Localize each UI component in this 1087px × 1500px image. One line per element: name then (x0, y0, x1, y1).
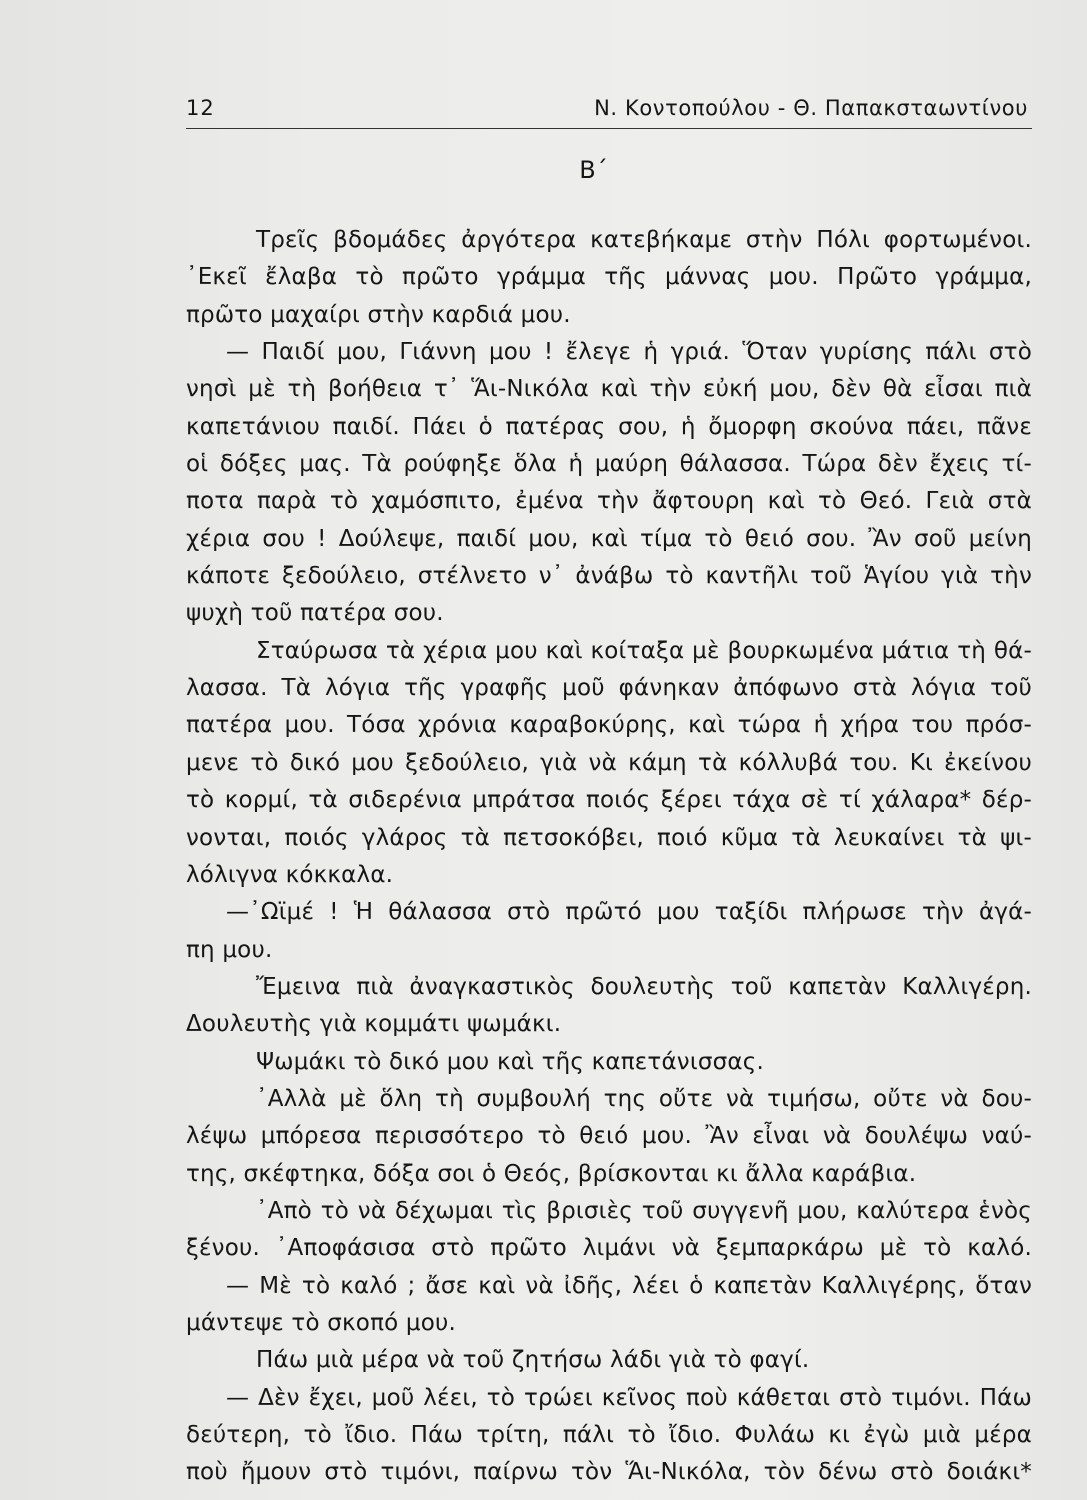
text-line: πατέρα μου. Τόσα χρόνια καραβοκύρης, καὶ τώρα ἡ χήρα του πρόσ- (186, 712, 1032, 739)
text-line: — Παιδί μου, Γιάννη μου ! ἔλεγε ἡ γριά. Ὅταν γυρίσης πάλι στὸ (226, 339, 1032, 366)
text-line: Δουλευτὴς γιὰ κομμάτι ψωμάκι. (186, 1011, 562, 1038)
text-line: νονται, ποιός γλάρος τὰ πετσοκόβει, ποιό κῦμα τὰ λευκαίνει τὰ ψι- (186, 824, 1032, 851)
text-line: Τρεῖς βδομάδες ἀργότερα κατεβήκαμε στὴν Πόλι φορτωμένοι. (256, 227, 1032, 253)
text-line: τὸ κορμί, τὰ σιδερένια μπράτσα ποιός ξέρει τάχα σὲ τί χάλαρα* δέρ- (186, 787, 1032, 814)
text-line: ᾿Εκεῖ ἔλαβα τὸ πρῶτο γράμμα τῆς μάννας μου. Πρῶτο γράμμα, (186, 264, 1032, 291)
text-line: πρῶτο μαχαίρι στὴν καρδιά μου. (186, 301, 571, 328)
text-line: κάποτε ξεδούλειο, στέλνετο ν᾿ ἀνάβω τὸ καντῆλι τοῦ Ἁγίου γιὰ τὴν (186, 563, 1032, 590)
text-line: λέψω μπόρεσα περισσότερο τὸ θειό μου. Ἂν εἶναι νὰ δουλέψω ναύ- (186, 1123, 1032, 1150)
text-line: Πάω μιὰ μέρα νὰ τοῦ ζητήσω λάδι γιὰ τὸ φαγί. (256, 1347, 810, 1374)
text-line: χέρια σου ! Δούλεψε, παιδί μου, καὶ τίμα τὸ θειό σου. Ἂν σοῦ μείνη (186, 525, 1032, 552)
text-line: δεύτερη, τὸ ἴδιο. Πάω τρίτη, πάλι τὸ ἴδιο. Φυλάω κι ἐγὼ μιὰ μέρα (186, 1422, 1032, 1448)
body-text (186, 222, 1032, 1492)
text-line: Ψωμάκι τὸ δικό μου καὶ τῆς καπετάνισσας. (256, 1048, 764, 1075)
text-line: λασσα. Τὰ λόγια τῆς γραφῆς μοῦ φάνηκαν ἀπόφωνο στὰ λόγια τοῦ (186, 675, 1032, 702)
text-line: οἱ δόξες μας. Τὰ ρούφηξε ὅλα ἡ μαύρη θάλασσα. Τώρα δὲν ἔχεις τί- (186, 451, 1032, 478)
page-number: 12 (186, 96, 215, 120)
text-line: Ἔμεινα πιὰ ἀναγκαστικὸς δουλευτὴς τοῦ καπετὰν Καλλιγέρη. (256, 973, 1032, 1000)
text-line: νησὶ μὲ τὴ βοήθεια τ᾿ Ἅι-Νικόλα καὶ τὴν εὐκή μου, δὲν θὰ εἶσαι πιὰ (186, 376, 1032, 403)
page-header (186, 92, 1032, 129)
text-line: ᾿Απὸ τὸ νὰ δέχωμαι τὶς βρισιὲς τοῦ συγγενῆ μου, καλύτερα ἑνὸς (256, 1197, 1032, 1224)
text-line: — Δὲν ἔχει, μοῦ λέει, τὸ τρώει κεῖνος ποὺ κάθεται στὸ τιμόνι. Πάω (226, 1384, 1032, 1411)
text-line: της, σκέφτηκα, δόξα σοι ὁ Θεός, βρίσκονται κι ἄλλα καράβια. (186, 1160, 917, 1187)
text-line: ᾿Αλλὰ μὲ ὅλη τὴ συμβουλή της οὔτε νὰ τιμήσω, οὔτε νὰ δου- (256, 1085, 1032, 1112)
text-line: — Μὲ τὸ καλό ; ἄσε καὶ νὰ ἰδῆς, λέει ὁ καπετὰν Καλλιγέρης, ὅταν (226, 1272, 1032, 1299)
text-line: μάντεψε τὸ σκοπό μου. (186, 1309, 457, 1336)
text-line: ποὺ ἤμουν στὸ τιμόνι, παίρνω τὸν Ἅι-Νικόλα, τὸν δένω στὸ δοιάκι* (186, 1459, 1032, 1486)
text-line: Σταύρωσα τὰ χέρια μου καὶ κοίταξα μὲ βουρκωμένα μάτια τὴ θά- (256, 637, 1032, 664)
running-head: Ν. Κοντοπούλου - Θ. Παπακσταωντίνου (594, 96, 1028, 120)
text-line: πη μου. (186, 936, 273, 963)
text-line: καπετάνιου παιδί. Πάει ὁ πατέρας σου, ἡ ὄμορφη σκούνα πάει, πᾶνε (186, 413, 1032, 440)
section-title: Β΄ (579, 156, 608, 184)
text-line: —᾿Ωϊμέ ! Ἡ θάλασσα στὸ πρῶτό μου ταξίδι πλήρωσε τὴν ἀγά- (226, 899, 1032, 926)
text-line: ψυχὴ τοῦ πατέρα σου. (186, 600, 444, 627)
text-line: λόλιγνα κόκκαλα. (186, 861, 394, 888)
text-line: ποτα παρὰ τὸ χαμόσπιτο, ἐμένα τὴν ἄφτουρη καὶ τὸ Θεό. Γειὰ στὰ (186, 488, 1032, 515)
text-line: ξένου. ᾿Αποφάσισα στὸ πρῶτο λιμάνι νὰ ξεμπαρκάρω μὲ τὸ καλό. (186, 1235, 1032, 1262)
text-line: μενε τὸ δικό μου ξεδούλειο, γιὰ νὰ κάμη τὰ κόλλυβά του. Κι ἐκείνου (186, 749, 1032, 776)
